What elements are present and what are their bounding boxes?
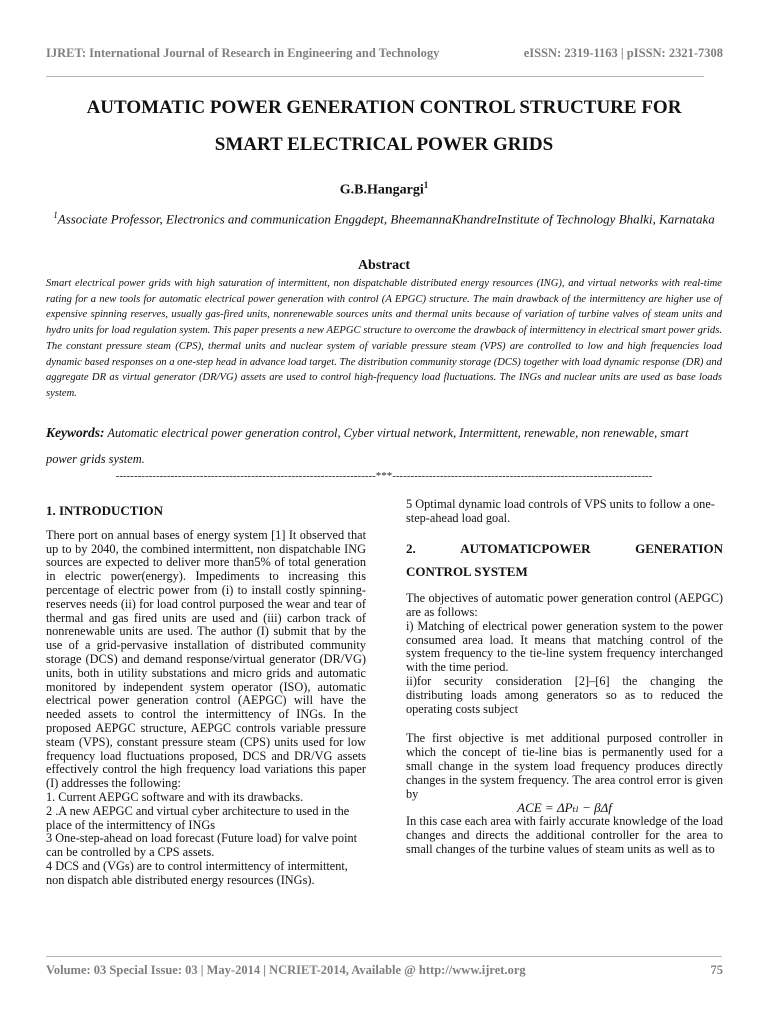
issn-info: eISSN: 2319-1163 | pISSN: 2321-7308 bbox=[523, 46, 723, 60]
right-column bbox=[406, 498, 723, 857]
section-2-heading bbox=[406, 542, 723, 556]
affiliation-superscript: 1 bbox=[53, 210, 58, 220]
author-affiliation bbox=[50, 207, 718, 227]
intro-heading: 1. INTRODUCTION bbox=[46, 503, 164, 518]
abstract-text: Smart electrical power grids with high saturation of intermittent, non dispatchable distributed energy resources (ING), and virtual networks with real-time rating for a new tools for automatic electrical power generation with control (A EPGC) structure. The main drawback of the intermittency are higher use of expensive spinning reserves, usually gas-fired units, nonrenewable sources units and thermal units because of variation of turbine valves of steam units and hydro units for load regulation system. This paper presents a new AEPGC structure to overcome the drawback of intermittency in electrical smart power grids. The constant pressure steam (CPS), thermal units and nuclear system of variable pressure steam (VPS) are controlled to low and high frequencies load dynamic based responses on a one-step head in advance load target. The distribution community storage (DCS) together with load dynamic response (DR) and aggregate DR as virtual generator (DR/VG) assets are used to control high-frequency load fluctuations. The INGs and nuclear units are used as base loads system. bbox=[46, 278, 722, 399]
intro-list-item: 2 .A new AEPGC and virtual cyber architecture to used in the place of the intermittency of INGs bbox=[46, 803, 350, 832]
keywords bbox=[46, 420, 722, 472]
objective-2: ii)for security consideration [2]–[6] the changing the distributing loads among generators so as to reduced the operating costs subject bbox=[406, 673, 723, 716]
section-2-heading-cont: CONTROL SYSTEM bbox=[406, 564, 528, 580]
author-superscript: 1 bbox=[423, 180, 429, 190]
footer-rule bbox=[46, 956, 722, 957]
keywords-label: Keywords: bbox=[46, 425, 105, 440]
intro-list-item: 4 DCS and (VGs) are to control intermittency of intermittent, non dispatch able distributed energy resources (INGs). bbox=[46, 858, 348, 887]
header-rule bbox=[46, 76, 704, 77]
intro-list-item: 3 One-step-ahead on load forecast (Future load) for valve point can be controlled by a CPS assets. bbox=[46, 831, 358, 860]
intro-paragraph: There port on annual bases of energy system [1] It observed that up to by 2040, the combined intermittent, non dispatchable ING sources are expected to deliver more than5% of total generation in electric power(energy). Impediments to increasing this percentage of electric power from (i) to install costly spinning-reserves needs (ii) for load control purposed the wear and tear of thermal and gas fired units are used and (iii) carbon track of nonrenewable units are used. The author (I) submit that by the use of a grid-pervasive installation of distributed community storage (DCS) and demand response/virtual generator (DR/VG) units, both in utility substations and micro grids and automatic monitored by independent system operator (ISO), automatic electrical power generation control (AEPGC) will have the needed assets to control the intermittency of INGs. In the proposed AEPGC structure, AEPGC controls variable pressure steam (VPS), constant pressure steam (CPS) units used for low frequency load fluctuations proposed, DCS and DR/VG assets effectively control the high frequency load variations this paper (I) addresses the following: bbox=[46, 527, 366, 791]
paper-title-line-2: SMART ELECTRICAL POWER GRIDS bbox=[214, 134, 554, 155]
objective-1: i) Matching of electrical power generation system to the power consumed area load. It means that matching control of the system frequency to the tie-line system frequency interchanged with the time period. bbox=[406, 618, 723, 675]
section-separator: -----------------------------------------------------------------------***----------------------------------------------------------------------- bbox=[115, 470, 653, 482]
tie-line-paragraph: The first objective is met additional purposed controller in which the concept of tie-line bias is permanently used for a small change in the system load frequency produces directly changes in the system frequency. The area control error is given by bbox=[406, 731, 723, 801]
author-name bbox=[0, 180, 768, 199]
section-2-word-1: AUTOMATICPOWER bbox=[460, 540, 591, 556]
paper-title-line-1: AUTOMATIC POWER GENERATION CONTROL STRUCTURE FOR bbox=[86, 97, 682, 118]
footer-info: Volume: 03 Special Issue: 03 | May-2014 | NCRIET-2014, Available @ http://www.ijret.org bbox=[46, 963, 526, 977]
affiliation-text: Associate Professor, Electronics and communication Enggdept, BheemannaKhandreInstitute of Technology Bhalki, Karnataka bbox=[57, 211, 715, 227]
intro-list-item-5: 5 Optimal dynamic load controls of VPS units to follow a one-step-ahead load goal. bbox=[406, 497, 715, 525]
journal-name: IJRET: International Journal of Research in Engineering and Technology bbox=[46, 46, 440, 60]
abstract-heading: Abstract bbox=[357, 258, 411, 273]
ace-equation: ACE = ΔPₜₗ − βΔf bbox=[517, 800, 612, 816]
objectives-intro: The objectives of automatic power generation control (AEPGC) are as follows: bbox=[406, 591, 723, 619]
intro-list-item: 1. Current AEPGC software and with its drawbacks. bbox=[46, 789, 304, 804]
left-column bbox=[46, 498, 366, 888]
area-paragraph: In this case each area with fairly accurate knowledge of the load changes and directs the additional controller for the area to small changes of the turbine values of steam units as well as to bbox=[406, 814, 723, 856]
author-name-text: G.B.Hangargi bbox=[339, 182, 424, 198]
section-2-word-2: GENERATION bbox=[635, 540, 723, 556]
section-2-number: 2. bbox=[406, 540, 416, 556]
keywords-text: Automatic electrical power generation control, Cyber virtual network, Intermittent, renewable, non renewable, smart power grids system. bbox=[46, 426, 689, 466]
page-number: 75 bbox=[710, 963, 723, 977]
